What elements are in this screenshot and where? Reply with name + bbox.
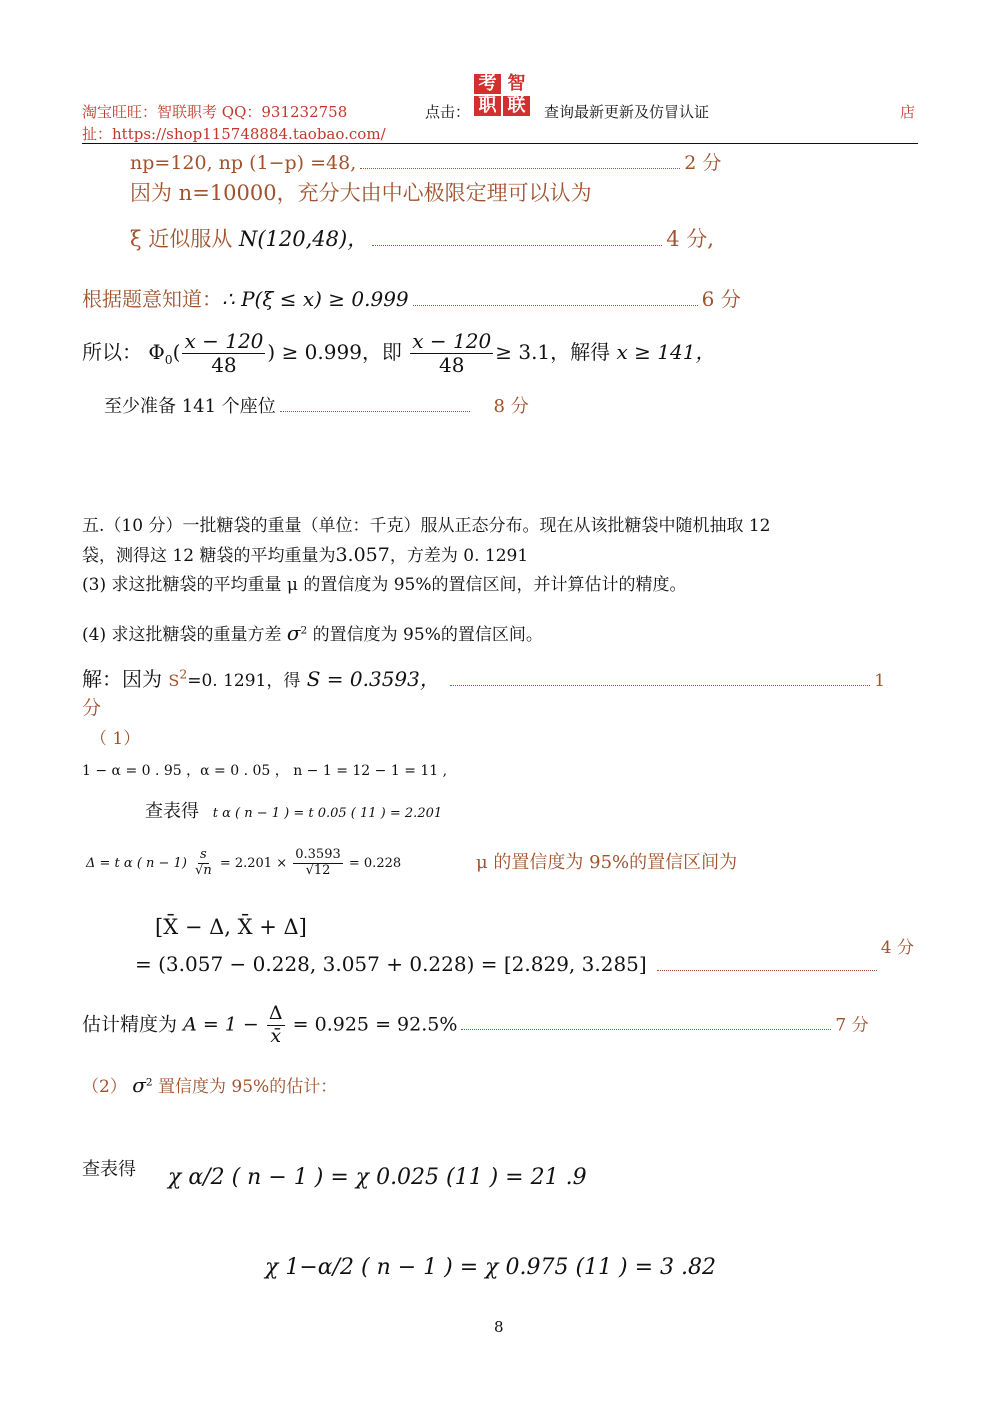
sec5-q4	[82, 620, 543, 645]
sec4-known-text: 根据题意知道：	[82, 287, 222, 311]
sec4-prob-inequality: ∴ P(ξ ≤ x) ≥ 0.999	[222, 287, 409, 311]
sec4-line6	[104, 392, 529, 418]
sec4-therefore: 所以：	[82, 340, 142, 364]
fraction-1-den: 48	[211, 353, 237, 377]
dotted-leader	[372, 245, 662, 246]
fraction-1	[182, 330, 265, 377]
sigma-exponent: 2	[300, 624, 308, 637]
delta-frac1-num: s	[200, 847, 207, 862]
t-table-value: t α ( n − 1 ) = t 0.05 ( 11 ) = 2.201	[212, 806, 443, 821]
zhilian-logo[interactable]	[474, 74, 532, 118]
score-7: 7 分	[835, 1015, 869, 1036]
sigma-exponent-2: 2	[145, 1076, 153, 1089]
lookup-label: 查表得	[145, 801, 199, 822]
accuracy-num: Δ	[268, 1002, 283, 1024]
sec5-lookup2: 查表得	[82, 1159, 136, 1180]
s-symbol: S	[168, 671, 180, 690]
sec5-s-value: S = 0.3593，	[306, 667, 440, 691]
sec5-interval-line1: [X̄ − Δ, X̄ + Δ]	[155, 915, 307, 939]
fraction-2-den: 48	[439, 353, 465, 377]
phi-subscript: 0	[164, 352, 173, 367]
logo-char-zhi: 智	[503, 74, 530, 94]
delta-frac2-num: 0.3593	[295, 847, 341, 862]
phi-symbol: Φ	[148, 340, 165, 364]
score-6: 6 分	[701, 287, 741, 311]
accuracy-expr: A = 1 −	[183, 1013, 259, 1036]
header-shop-char: 店	[900, 103, 916, 121]
sec5-variance: =0. 1291，得	[187, 671, 301, 691]
score-4b: 4 分	[880, 938, 914, 958]
sigma-symbol-2: σ	[132, 1073, 146, 1097]
sec4-approx-text: ξ 近似服从	[130, 227, 233, 251]
header-divider	[82, 143, 918, 144]
sec4-line5: 所以： $\Phi_0$( $\frac{x - 120}{48}$ ) ≥ 0.999，即 $\frac{x - 120}{48}$ ≥ 3.1，解得 x ≥ 141，	[82, 329, 716, 377]
dotted-leader	[657, 970, 877, 971]
accuracy-label: 估计精度为	[82, 1013, 178, 1036]
accuracy-result: = 0.925 = 92.5%	[292, 1013, 458, 1036]
sec5-lookup-line	[145, 797, 442, 823]
fraction-2	[410, 330, 493, 377]
header-shop-info: 淘宝旺旺：智联职考 QQ：931232758	[82, 103, 348, 121]
sec5-problem-line2	[82, 541, 528, 566]
fraction-1-num: x − 120	[184, 329, 264, 353]
sec5-q4-tail: 的置信度为 95%的置信区间。	[312, 625, 543, 645]
sec5-mu-interval-text: μ 的置信度为 95%的置信区间为	[476, 852, 738, 873]
score-2: 2 分	[684, 152, 722, 174]
sec5-sol-label: 解：因为	[82, 667, 162, 691]
part2-text: 置信度为 95%的估计：	[158, 1077, 338, 1097]
delta-fraction-2	[293, 848, 343, 879]
page-number: 8	[494, 1318, 504, 1336]
fraction-2-num: x − 120	[412, 329, 492, 353]
sec5-q3: (3) 求这批糖袋的平均重量 μ 的置信度为 95%的置信区间，并计算估计的精度。	[82, 575, 687, 595]
score-4: 4 分,	[666, 227, 714, 251]
sec4-normal-dist: N(120,48)，	[238, 227, 369, 251]
s-exponent: 2	[179, 666, 188, 682]
sec4-line1	[130, 148, 721, 175]
part2-label: （2）	[82, 1077, 127, 1097]
dotted-leader	[450, 685, 870, 686]
sec5-part1-label: （ 1）	[90, 729, 141, 749]
logo-char-zhi2: 职	[474, 96, 501, 116]
header-update-link[interactable]: 查询最新更新及仿冒认证	[544, 103, 710, 121]
sec5-problem-line1: 五.（10 分）一批糖袋的重量（单位：千克）服从正态分布。现在从该批糖袋中随机抽取 12	[82, 516, 771, 536]
delta-frac2-den: √12	[305, 862, 331, 878]
sec5-interval-line2	[135, 938, 914, 976]
delta-fraction-1	[193, 848, 214, 879]
sec5-q4-text: (4) 求这批糖袋的重量方差	[82, 625, 282, 645]
accuracy-den: x̄	[270, 1024, 282, 1047]
dotted-leader	[280, 411, 470, 412]
dotted-leader	[360, 168, 680, 169]
score-1: 1	[874, 671, 886, 691]
dotted-leader	[413, 305, 698, 306]
sec4-line2: 因为 n=10000，充分大由中心极限定理可以认为	[130, 181, 592, 205]
sec5-variance-text: ，方差为 0. 1291	[389, 546, 529, 566]
sec5-part2	[82, 1072, 337, 1097]
logo-char-kao: 考	[474, 74, 501, 94]
sigma-symbol: σ	[286, 621, 301, 645]
chi-square-upper: χ α/2 ( n − 1 ) = χ 0.025 (11 ) = 21 .9	[168, 1165, 587, 1190]
header-shop-url[interactable]: 扯：https://shop115748884.taobao.com/	[82, 125, 386, 143]
sec5-solution-line	[82, 663, 885, 692]
sec4-ineq1: ) ≥ 0.999，即	[267, 340, 402, 364]
header-click-label: 点击：	[425, 103, 471, 121]
sec5-alpha-line: 1 − α = 0 . 95 ，α = 0 . 05 ， n − 1 = 12 − 1 = 11 ,	[82, 763, 448, 779]
sec5-sample-text: 袋，测得这 12 糖袋的平均重量为	[82, 546, 336, 566]
sec4-ineq2: ≥ 3.1，解得	[495, 340, 611, 364]
delta-expr: Δ = t α ( n − 1)	[86, 855, 187, 871]
score-1-unit: 分	[82, 697, 102, 719]
delta-result: = 0.228	[348, 855, 402, 871]
sec4-line3	[130, 223, 714, 253]
sec4-seats: 至少准备 141 个座位	[104, 396, 276, 417]
interval-result: = (3.057 − 0.228, 3.057 + 0.228) = [2.829, 3.285]	[135, 952, 647, 976]
delta-frac1-den: √n	[195, 862, 212, 878]
sec4-result: x ≥ 141，	[616, 340, 716, 364]
score-8: 8 分	[493, 396, 529, 417]
accuracy-fraction	[267, 1003, 285, 1048]
sec5-accuracy-line	[82, 1003, 869, 1048]
logo-char-lian: 联	[503, 96, 530, 116]
sec4-line4	[82, 283, 741, 312]
sec5-mean-value: 3.057	[335, 544, 390, 566]
delta-mult: = 2.201 ×	[219, 855, 288, 871]
chi-square-lower: χ 1−α/2 ( n − 1 ) = χ 0.975 (11 ) = 3 .82	[265, 1255, 717, 1280]
dotted-leader	[461, 1029, 831, 1030]
sec5-delta-line	[86, 848, 401, 879]
sec4-np-values: np=120, np (1−p) =48,	[130, 152, 357, 174]
